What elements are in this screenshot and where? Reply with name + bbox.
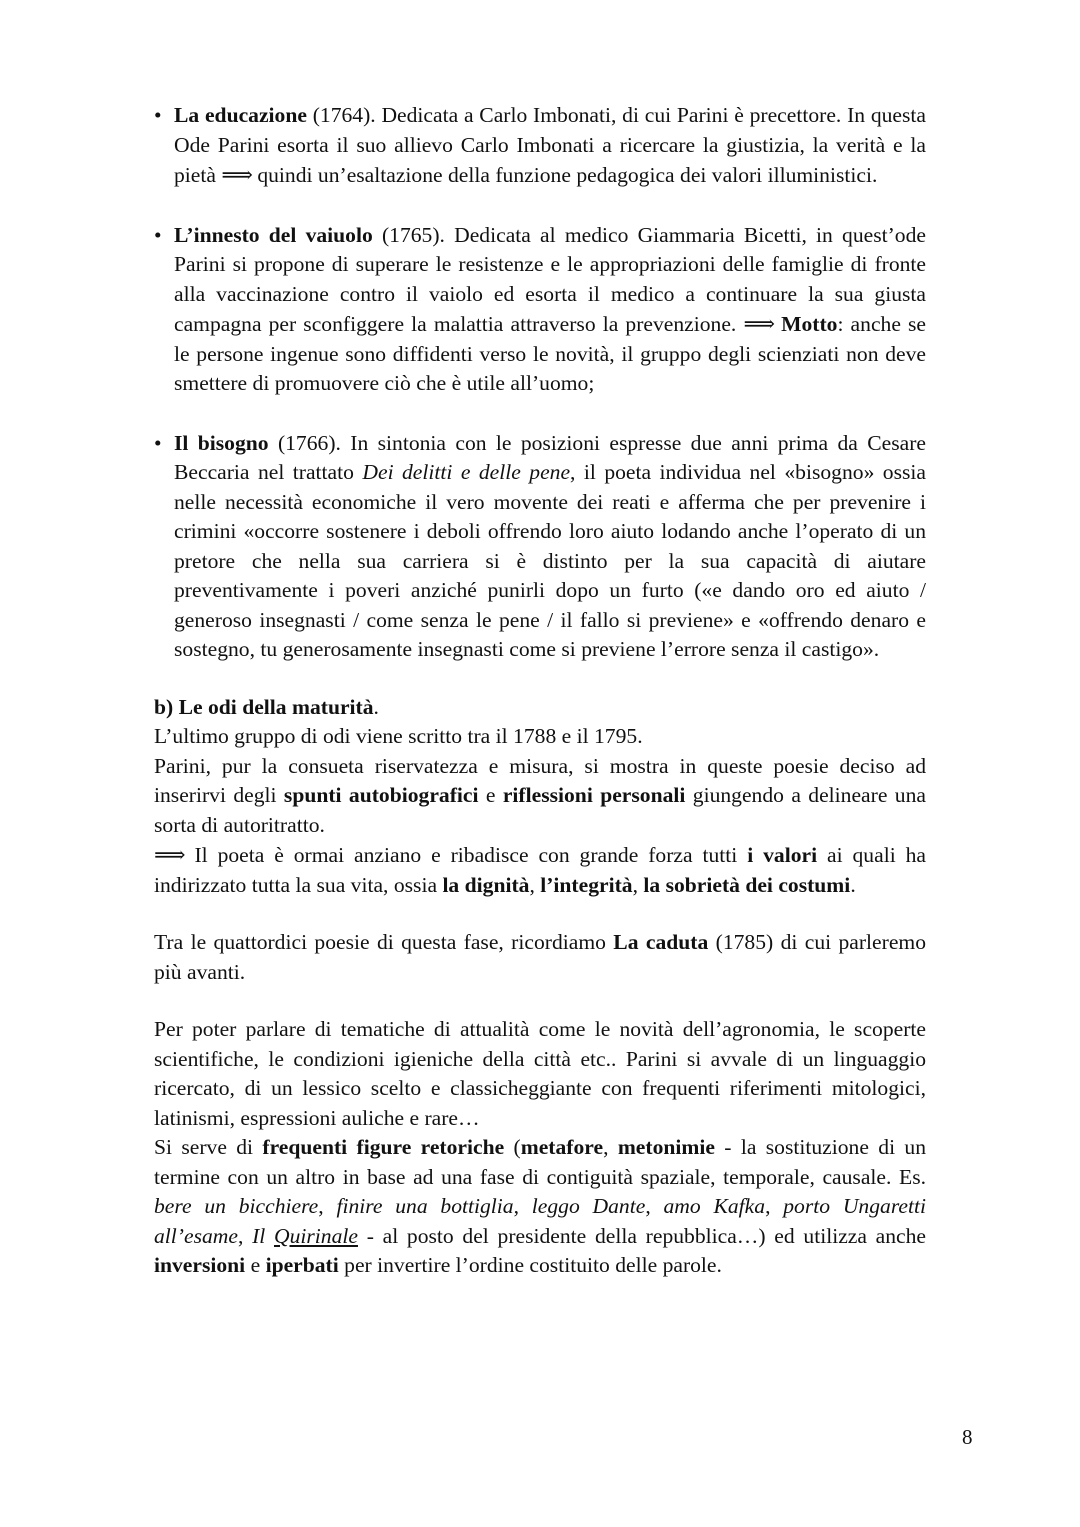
paragraph: Per poter parlare di tematiche di attualità come le novità dell’agronomia, le scoperte scientifiche, le condizioni igieniche della città etc.. Parini si avvale di un linguaggio ricercato, di un lessico scelto e classicheggiante con frequenti riferimenti mitologici, latinismi, espressioni auliche e rare… [154,1017,926,1130]
work-title: Dei delitti e delle pene [362,460,571,484]
implies-arrow-icon: ⟹ [154,842,185,867]
bullet-icon: • [154,103,162,127]
motto-label: Motto [781,312,838,336]
bullet-icon: • [154,430,162,455]
ode-title: La educazione [174,103,307,127]
implies-arrow-icon: ⟹ [743,311,774,336]
paragraph: Tra le quattordici poesie di questa fase, ricordiamo La caduta (1785) di cui parleremo più avanti. [154,930,927,984]
paragraph: Si serve di frequenti figure retoriche (metafore, metonimie - la sostituzione di un termine con un altro in base ad una fase di contiguità spaziale, temporale, causale. Es. bere un bicchiere, finire una bottiglia, leggo Dante, amo Kafka, porto Ungaretti all’esame, Il Quirinale - al posto del presidente della repubblica…) ed utilizza anche inversioni e iperbati per invertire l’ordine costituito delle parole. [154,1135,927,1277]
paragraph: L’ultimo gruppo di odi viene scritto tra il 1788 e il 1795. [154,724,643,748]
paragraph: Parini, pur la consueta riservatezza e misura, si mostra in queste poesie deciso ad inserirvi degli spunti autobiografici e riflessioni personali giungendo a delineare una sorta di autoritratto. [154,753,926,837]
document-body [154,101,926,1281]
section-heading: b) Le odi della maturità. [154,694,379,719]
paragraph: ⟹ Il poeta è ormai anziano e ribadisce con grande forza tutti i valori ai quali ha indirizzato tutta la sua vita, ossia la dignità, l’integrità, la sobrietà dei costumi. [154,842,926,897]
list-item-innesto-del-vaiuolo: • L’innesto del vaiuolo (1765). Dedicata al medico Giammaria Bicetti, in quest’ode Parini si propone di superare le resistenze e le appropriazioni delle famiglie di fronte alla vaccinazione contro il vaiolo ed esorta il medico a continuare la sua giusta campagna per sconfiggere la malattia attraverso la prevenzione. ⟹ Motto: anche se le persone ingenue sono diffidenti verso le novità, il gruppo degli scienziati non deve smettere di promuovere ciò che è utile all’uomo; [154,222,926,395]
ode-title: Il bisogno [174,430,269,455]
page-number: 8 [962,1425,973,1449]
list-item-il-bisogno: • Il bisogno (1766). In sintonia con le posizioni espresse due anni prima da Cesare Beccaria nel trattato Dei delitti e delle pene, il poeta individua nel «bisogno» ossia nelle necessità economiche il vero movente dei reati e afferma che per prevenire i crimini «occorre sostenere i deboli offrendo loro aiuto lodando anche l’operato di un pretore che nella sua carriera si è distinto per la sua capacità di aiutare preventivamente i poveri anziché punirli dopo un furto («e dando oro ed aiuto / generoso insegnasti / come senza le pene / il fallo si previene» e «offrendo denaro e sostegno, tu generosamente insegnasti come si previene l’errore senza il castigo». [154,430,926,661]
implies-arrow-icon: ⟹ [221,162,252,187]
bullet-icon: • [154,222,162,247]
ode-title: L’innesto del vaiuolo [174,222,373,247]
list-item-la-educazione: • La educazione (1764). Dedicata a Carlo Imbonati, di cui Parini è precettore. In questa Ode Parini esorta il suo allievo Carlo Imbonati a ricercare la giustizia, la verità e la pietà ⟹ quindi un’esaltazione della funzione pedagogica dei valori illuministici. [154,103,926,187]
